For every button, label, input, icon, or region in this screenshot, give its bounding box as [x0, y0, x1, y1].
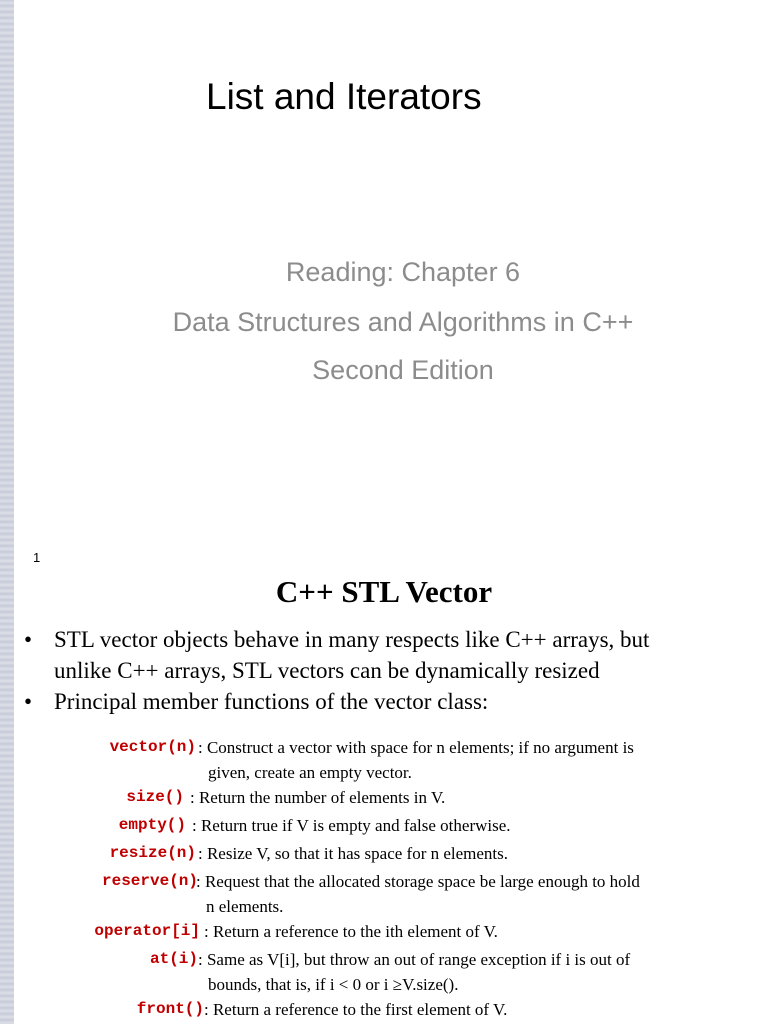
subtitle-line-3: Second Edition — [312, 355, 494, 385]
bullet-item — [24, 624, 744, 686]
slide-left-border — [0, 0, 14, 1024]
function-desc: : Resize V, so that it has space for n elements. — [198, 844, 509, 863]
bullet-text: STL vector objects behave in many respects like C++ arrays, but — [54, 627, 650, 652]
function-desc: : Construct a vector with space for n elements; if no argument is given, create an empty vector. — [198, 738, 634, 782]
function-desc: : Same as V[i], but throw an out of range exception if i is out of bounds, that is, if i < 0 or i ≥V.size(). — [198, 950, 631, 994]
function-desc: : Request that the allocated storage space be large enough to hold n elements. — [196, 872, 640, 916]
function-name: front() — [136, 1000, 204, 1018]
title-slide — [14, 0, 768, 576]
section-title: C++ STL Vector — [275, 574, 493, 609]
bullet-text: unlike C++ arrays, STL vectors can be dynamically resized — [54, 658, 600, 683]
bullet-icon: • — [24, 689, 33, 714]
page-number: 1 — [33, 550, 41, 565]
function-name: empty() — [118, 816, 186, 834]
function-name: reserve(n) — [101, 872, 198, 890]
function-name: resize(n) — [109, 844, 196, 862]
subtitle-line-2: Data Structures and Algorithms in C++ — [172, 307, 634, 337]
bullet-icon: • — [24, 627, 33, 652]
bullet-item — [24, 686, 744, 717]
function-desc: : Return a reference to the ith element of V. — [204, 922, 498, 941]
subtitle-line-1: Reading: Chapter 6 — [285, 257, 521, 287]
function-name: at(i) — [149, 950, 198, 968]
function-name: size() — [126, 788, 184, 806]
function-name: operator[i] — [94, 922, 200, 940]
function-desc: : Return a reference to the first element of V. — [204, 1000, 508, 1019]
function-name: vector(n) — [109, 738, 196, 756]
bullet-text: Principal member functions of the vector class: — [54, 689, 489, 714]
slide-title: List and Iterators — [206, 76, 482, 117]
function-desc: : Return true if V is empty and false otherwise. — [192, 816, 511, 835]
function-desc: : Return the number of elements in V. — [190, 788, 446, 807]
bullet-list — [24, 624, 744, 717]
